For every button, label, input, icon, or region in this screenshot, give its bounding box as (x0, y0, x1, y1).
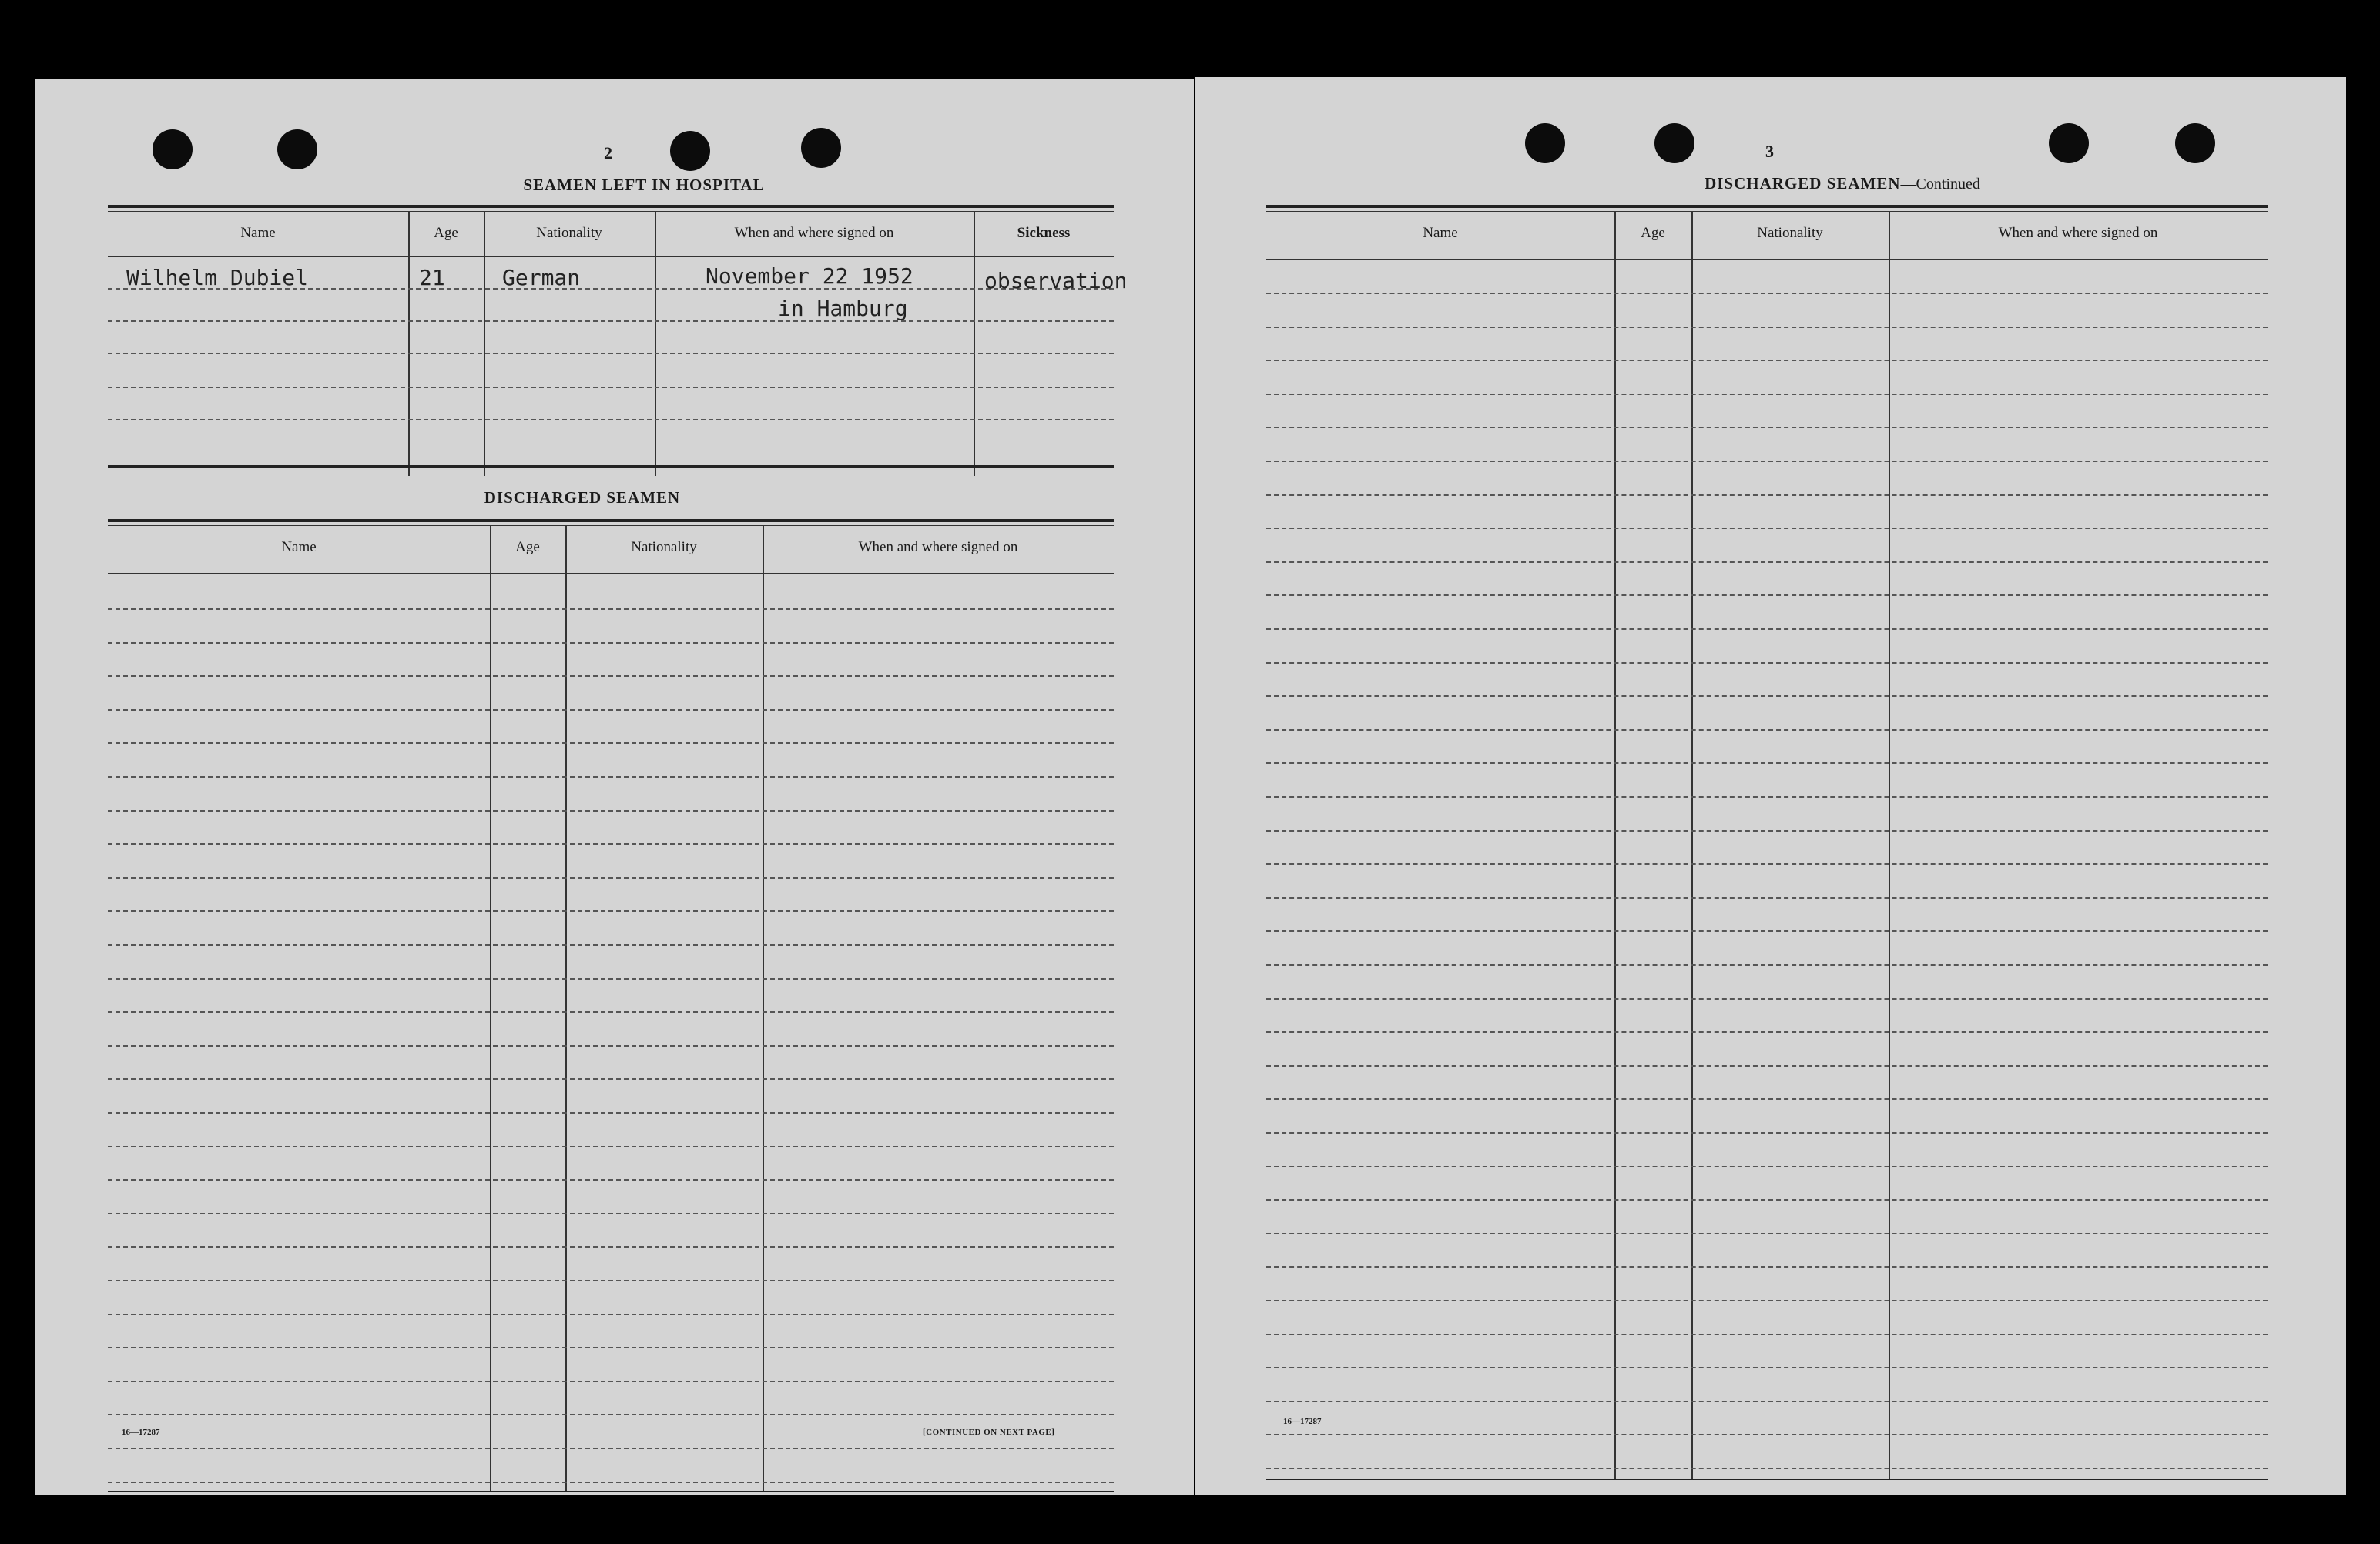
ledger-row-line (108, 1011, 1114, 1013)
ledger-row-line (1266, 293, 2268, 294)
punch-hole (277, 129, 317, 169)
punch-hole (1654, 123, 1694, 163)
punch-hole (153, 129, 193, 169)
ledger-row-line (108, 1246, 1114, 1248)
column-header-signed-on: When and where signed on (734, 225, 894, 241)
ledger-row-line (1266, 796, 2268, 798)
punch-hole (1525, 123, 1565, 163)
ledger-row-line (1266, 427, 2268, 428)
form-number: 16—17287 (1283, 1417, 1322, 1426)
ledger-row-line (108, 608, 1114, 610)
ledger-row-line (108, 642, 1114, 644)
punch-hole (801, 128, 841, 168)
ledger-row-line (108, 843, 1114, 845)
ledger-row-line (108, 1213, 1114, 1214)
discharged-table (108, 519, 1114, 1502)
ledger-row-line (1266, 394, 2268, 395)
ledger-row-line (108, 1078, 1114, 1080)
ledger-row-line (108, 978, 1114, 980)
ledger-row-line (1266, 1031, 2268, 1033)
ledger-row-line (108, 709, 1114, 711)
ledger-row-line (1266, 863, 2268, 865)
ledger-row-line (1266, 998, 2268, 1000)
column-header-nationality: Nationality (1757, 225, 1823, 241)
ledger-row-line (1266, 561, 2268, 563)
seaman-age: 21 (419, 265, 445, 290)
seaman-signed-on-place: in Hamburg (778, 296, 908, 321)
column-header-name: Name (1423, 225, 1458, 241)
ledger-row-line (1266, 1166, 2268, 1167)
column-header-nationality: Nationality (631, 539, 697, 555)
ledger-row-line (108, 742, 1114, 744)
ledger-row-line (108, 1381, 1114, 1382)
ledger-row-line (108, 1347, 1114, 1348)
ledger-row-line (1266, 528, 2268, 529)
ledger-row-line (1266, 1233, 2268, 1234)
ledger-row-line (1266, 1300, 2268, 1301)
ledger-row-line (1266, 494, 2268, 496)
page-number: 2 (604, 143, 612, 162)
ledger-row-line (108, 1045, 1114, 1047)
column-header-name: Name (281, 539, 317, 555)
hospital-section-title: SEAMEN LEFT IN HOSPITAL (523, 176, 765, 194)
ledger-row-line (1266, 1132, 2268, 1134)
ledger-row-line (1266, 695, 2268, 697)
ledger-row-line (1266, 1065, 2268, 1067)
ledger-row-line (1266, 830, 2268, 832)
ledger-row-line (108, 1414, 1114, 1415)
discharged-table-continued (1266, 205, 2268, 1489)
ledger-row-line (108, 675, 1114, 677)
ledger-row-line (108, 810, 1114, 812)
ledger-row-line (108, 1112, 1114, 1114)
ledger-row-line (1266, 897, 2268, 899)
column-header-name: Name (240, 225, 276, 241)
ledger-row-line (1266, 1098, 2268, 1100)
ledger-row-line (1266, 1266, 2268, 1268)
right-page (1195, 77, 2346, 1495)
ledger-row-line (108, 776, 1114, 778)
continued-note: [CONTINUED ON NEXT PAGE] (923, 1428, 1055, 1437)
ledger-row-line (108, 1482, 1114, 1483)
ledger-row-line (1266, 930, 2268, 932)
section-title-suffix: —Continued (1900, 176, 1980, 193)
left-page (35, 79, 1194, 1495)
ledger-row-line (108, 944, 1114, 946)
ledger-row-line (1266, 594, 2268, 596)
discharged-section-title: DISCHARGED SEAMEN (484, 488, 681, 507)
ledger-row-line (1266, 729, 2268, 731)
ledger-row-line (108, 1146, 1114, 1147)
discharged-continued-title (1550, 174, 2135, 193)
ledger-row-line (108, 910, 1114, 912)
page-number: 3 (1765, 142, 1774, 161)
ledger-row-line (1266, 1468, 2268, 1469)
ledger-row-line (1266, 461, 2268, 462)
column-header-signed-on: When and where signed on (1998, 225, 2158, 241)
ledger-row-line (108, 877, 1114, 879)
ledger-row-line (108, 1314, 1114, 1315)
ledger-row-line (1266, 1334, 2268, 1335)
ledger-row-line (1266, 327, 2268, 328)
ledger-row-line (1266, 360, 2268, 361)
ledger-row-line (1266, 964, 2268, 966)
column-header-signed-on: When and where signed on (858, 539, 1018, 555)
seaman-sickness: observation (984, 268, 1128, 293)
ledger-row-line (108, 1280, 1114, 1281)
column-header-nationality: Nationality (536, 225, 602, 241)
form-number: 16—17287 (122, 1428, 160, 1437)
column-header-age: Age (434, 225, 458, 241)
seaman-signed-on-date: November 22 1952 (706, 263, 913, 289)
section-title-text: DISCHARGED SEAMEN (1705, 174, 1901, 193)
ledger-row-line (1266, 628, 2268, 630)
seaman-nationality: German (502, 265, 581, 290)
punch-hole (2175, 123, 2215, 163)
punch-hole (2049, 123, 2089, 163)
ledger-row-line (1266, 1401, 2268, 1402)
ledger-row-line (108, 1448, 1114, 1449)
ledger-row-line (108, 1179, 1114, 1181)
hospital-table (108, 205, 1128, 476)
column-header-age: Age (1641, 225, 1665, 241)
seaman-name: Wilhelm Dubiel (126, 265, 309, 290)
ledger-row-line (1266, 1434, 2268, 1435)
ledger-row-line (1266, 762, 2268, 764)
ledger-row-line (1266, 1199, 2268, 1201)
punch-hole (670, 131, 710, 171)
ledger-row-line (1266, 662, 2268, 664)
column-header-age: Age (515, 539, 540, 555)
ledger-row-line (1266, 1367, 2268, 1368)
column-header-sickness: Sickness (1017, 225, 1071, 241)
